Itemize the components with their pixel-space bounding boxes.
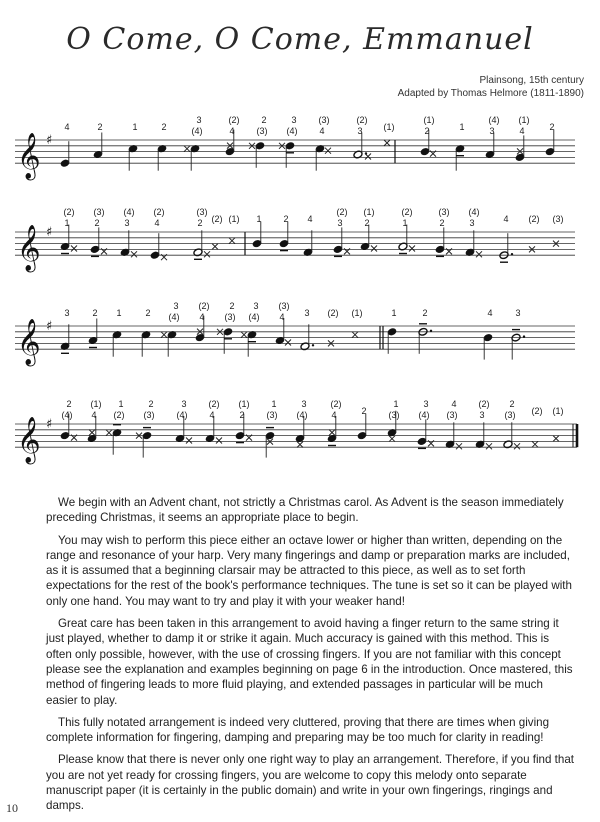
fingering-label: (4) <box>176 410 188 420</box>
fingering-label: 4 <box>451 399 457 409</box>
note <box>357 406 367 440</box>
fingering-label: (3) <box>278 301 290 311</box>
damp-x-icon <box>241 332 247 338</box>
fingering-label: (2) <box>113 410 125 420</box>
fingering-label: (2) <box>198 301 210 311</box>
source-credit: Plainsong, 15th century <box>479 75 584 86</box>
note <box>553 214 564 247</box>
note <box>60 308 70 353</box>
fingering-label: (2) <box>153 207 165 217</box>
fingering-label: 3 <box>515 308 521 318</box>
fingering-label: (3) <box>224 312 236 322</box>
paragraph: Please know that there is never only one right way to play an arrangement. Therefore, if you find that you are not yet ready for crossing fingers, you are welcome to copy this melody onto separate manuscript paper (it is certainly in the public domain) and write in your own fingerings, ringings and damps. <box>46 753 575 813</box>
fingering-label: (2) <box>211 214 223 224</box>
fingering-label: (1) <box>351 308 363 318</box>
fingering-label: (4) <box>488 115 500 125</box>
note <box>529 214 540 252</box>
fingering-label: (4) <box>418 410 430 420</box>
staff-1 <box>0 100 600 190</box>
note <box>303 214 313 257</box>
note <box>353 115 371 160</box>
fingering-label: (1) <box>518 115 530 125</box>
fingering-label: (4) <box>123 207 135 217</box>
treble-clef-icon: 𝄞 <box>17 417 41 464</box>
fingering-label: 1 <box>64 218 70 228</box>
damp-x-icon <box>285 340 291 346</box>
paragraph: We begin with an Advent chant, not strictly a Christmas carol. As Advent is the season immediately preceding Christmas, it seems an appropriate place to begin. <box>46 496 564 525</box>
note <box>327 399 342 446</box>
fingering-label: (4) <box>468 207 480 217</box>
fingering-label: 4 <box>503 214 509 224</box>
treble-clef-icon: 𝄞 <box>17 225 41 272</box>
note <box>150 207 167 260</box>
fingering-label: (2) <box>401 207 413 217</box>
damp-x-icon <box>161 332 167 338</box>
damp-x-icon <box>389 436 395 442</box>
fingering-label: 2 <box>66 399 72 409</box>
credits <box>398 74 584 100</box>
fingering-label: 2 <box>92 308 98 318</box>
fingering-label: 4 <box>229 126 235 136</box>
fingering-label: (3) <box>504 410 516 420</box>
fingering-label: 2 <box>161 122 167 132</box>
fingering-label: 2 <box>509 399 515 409</box>
fingering-label: 3 <box>479 410 485 420</box>
fingering-label: (4) <box>191 126 203 136</box>
fingering-label: 2 <box>261 115 267 125</box>
note <box>235 399 252 443</box>
fingering-label: (3) <box>266 410 278 420</box>
body-text <box>46 495 576 821</box>
fingering-label: 2 <box>283 214 289 224</box>
fingering-label: 3 <box>337 218 343 228</box>
fingering-label: (3) <box>438 207 450 217</box>
note <box>418 308 432 354</box>
damp-x-icon <box>89 430 95 436</box>
note <box>136 399 155 458</box>
damp-x-icon <box>186 438 192 444</box>
fingering-label: (1) <box>228 214 240 224</box>
fingering-label: (2) <box>327 308 339 318</box>
fingering-label: 1 <box>459 122 465 132</box>
damp-x-icon <box>184 146 190 152</box>
staff-2 <box>0 192 600 282</box>
fingering-label: 3 <box>469 218 475 228</box>
note <box>300 308 314 351</box>
note <box>249 115 268 168</box>
fingering-label: 3 <box>423 399 429 409</box>
fingering-label: 4 <box>519 126 525 136</box>
fingering-label: 1 <box>116 308 122 318</box>
damp-x-icon <box>325 148 331 154</box>
fingering-label: 3 <box>291 115 297 125</box>
note <box>252 214 262 248</box>
damp-x-icon <box>131 251 137 257</box>
fingering-label: 3 <box>304 308 310 318</box>
fingering-label: 2 <box>364 218 370 228</box>
damp-x-icon <box>212 244 218 250</box>
fingering-label: 3 <box>124 218 130 228</box>
fingering-label: 3 <box>357 126 363 136</box>
fingering-label: (2) <box>531 406 543 416</box>
fingering-label: (1) <box>238 399 250 409</box>
note <box>205 399 222 444</box>
note <box>384 122 395 146</box>
paragraph: Great care has been taken in this arrangement to avoid having a finger return to the same string it just played, whether to damp it or strike it again. Much accuracy is gained with this method. This is often only possible, however, with the use of crossing fingers. If you are not familiar with this concept please see the explanation and examples beginning on page 6 in the introduction. Once mastered, this method of fingering leads to more fluid playing, and extended passages in particular will be much easier to play. <box>46 617 573 707</box>
fingering-label: 4 <box>319 126 325 136</box>
paragraph: This fully notated arrangement is indeed very cluttered, proving that there are times when giving complete information for fingering, damping and preparing may be too much for clarity in reading! <box>46 715 550 745</box>
damp-x-icon <box>532 441 538 447</box>
note <box>229 214 240 244</box>
note <box>217 301 236 354</box>
fingering-label: 2 <box>549 122 555 132</box>
fingering-label: (1) <box>423 115 435 125</box>
note <box>106 399 125 455</box>
arranger-credit: Adapted by Thomas Helmore (1811-1890) <box>397 88 584 99</box>
fingering-label: (4) <box>286 126 298 136</box>
note <box>511 308 525 360</box>
damp-x-icon <box>371 246 377 252</box>
fingering-label: 3 <box>64 308 70 318</box>
note <box>161 301 180 357</box>
fingering-label: (2) <box>528 214 540 224</box>
fingering-label: 4 <box>279 312 285 322</box>
fingering-label: 4 <box>64 122 70 132</box>
fingering-label: (3) <box>143 410 155 420</box>
fingering-label: 2 <box>424 126 430 136</box>
fingering-label: 3 <box>301 399 307 409</box>
fingering-label: 2 <box>197 218 203 228</box>
note <box>545 122 555 156</box>
note <box>515 115 530 162</box>
fingering-label: 4 <box>209 410 215 420</box>
fingering-label: 2 <box>145 308 151 318</box>
fingering-label: (4) <box>168 312 180 322</box>
staff-3 <box>0 286 600 376</box>
fingering-label: (3) <box>552 214 564 224</box>
damp-x-icon <box>329 430 335 436</box>
fingering-label: (4) <box>61 410 73 420</box>
note <box>241 301 260 357</box>
page-number: 10 <box>6 801 18 815</box>
note <box>60 399 77 441</box>
note <box>93 122 103 159</box>
damp-x-icon <box>409 246 415 252</box>
fingering-label: 1 <box>271 399 277 409</box>
fingering-label: 1 <box>256 214 262 224</box>
fingering-label: (1) <box>363 207 375 217</box>
fingering-label: 4 <box>91 410 97 420</box>
sharp-icon: ♯ <box>46 417 53 432</box>
note <box>420 115 436 157</box>
note <box>195 301 210 342</box>
fingering-label: 1 <box>118 399 124 409</box>
note <box>184 115 203 171</box>
note <box>328 308 339 346</box>
fingering-label: 3 <box>181 399 187 409</box>
damp-x-icon <box>297 442 303 448</box>
sharp-icon: ♯ <box>46 319 53 334</box>
note <box>398 207 415 254</box>
note <box>295 399 308 448</box>
fingering-label: (3) <box>256 126 268 136</box>
fingering-label: (2) <box>330 399 342 409</box>
fingering-label: (3) <box>388 410 400 420</box>
note <box>485 115 500 159</box>
damp-x-icon <box>514 443 520 449</box>
fingering-label: 3 <box>196 115 202 125</box>
fingering-label: 1 <box>393 399 399 409</box>
note <box>279 115 298 168</box>
fingering-label: (2) <box>478 399 490 409</box>
damp-x-icon <box>216 438 222 444</box>
fingering-label: 2 <box>361 406 367 416</box>
fingering-label: 4 <box>199 312 205 322</box>
fingering-label: (3) <box>93 207 105 217</box>
damp-x-icon <box>486 443 492 449</box>
treble-clef-icon: 𝄞 <box>17 319 41 366</box>
fingering-label: 2 <box>94 218 100 228</box>
fingering-label: 3 <box>253 301 259 311</box>
damp-x-icon <box>553 436 559 442</box>
note <box>175 399 192 444</box>
fingering-label: (1) <box>552 406 564 416</box>
note <box>193 207 210 259</box>
fingering-label: (1) <box>383 122 395 132</box>
fingering-label: 1 <box>132 122 138 132</box>
fingering-label: 2 <box>439 218 445 228</box>
fingering-label: (2) <box>228 115 240 125</box>
fingering-label: (3) <box>196 207 208 217</box>
note <box>87 399 102 443</box>
fingering-label: 1 <box>391 308 397 318</box>
fingering-label: 3 <box>489 126 495 136</box>
sharp-icon: ♯ <box>46 133 53 148</box>
fingering-label: 2 <box>97 122 103 132</box>
dot <box>430 330 432 332</box>
damp-x-icon <box>384 140 390 146</box>
page-title: O Come, O Come, Emmanuel <box>66 22 534 57</box>
fingering-label: (1) <box>90 399 102 409</box>
damp-x-icon <box>456 443 462 449</box>
fingering-label: (2) <box>208 399 220 409</box>
fingering-label: (4) <box>248 312 260 322</box>
damp-x-icon <box>476 251 482 257</box>
note <box>360 207 377 252</box>
note <box>352 308 363 338</box>
note <box>483 308 493 360</box>
sharp-icon: ♯ <box>46 225 53 240</box>
fingering-label: 4 <box>331 410 337 420</box>
fingering-label: 3 <box>173 301 179 311</box>
fingering-label: (4) <box>296 410 308 420</box>
fingering-label: 2 <box>148 399 154 409</box>
note <box>315 115 331 171</box>
staff-4 <box>0 384 600 474</box>
fingering-label: 1 <box>402 218 408 228</box>
damp-x-icon <box>204 251 210 257</box>
damp-x-icon <box>352 332 358 338</box>
note <box>225 115 240 156</box>
fingering-label: 4 <box>487 308 493 318</box>
fingering-label: (2) <box>356 115 368 125</box>
dot <box>511 253 513 255</box>
dot <box>523 335 525 337</box>
note <box>60 207 77 254</box>
fingering-label: 2 <box>422 308 428 318</box>
fingering-label: 2 <box>239 410 245 420</box>
note <box>275 301 291 346</box>
fingering-label: (3) <box>318 115 330 125</box>
fingering-label: 2 <box>229 301 235 311</box>
damp-x-icon <box>71 246 77 252</box>
treble-clef-icon: 𝄞 <box>17 133 41 180</box>
note <box>265 399 278 458</box>
fingering-label: 4 <box>307 214 313 224</box>
dot <box>312 344 314 346</box>
damp-x-icon <box>106 430 112 436</box>
damp-x-icon <box>365 154 371 160</box>
fingering-label: (3) <box>446 410 458 420</box>
fingering-label: 4 <box>154 218 160 228</box>
paragraph: You may wish to perform this piece either an octave lower or higher than written, depending on the range and resonance of your harp. Very many fingerings and damp or preparation marks are included, as it is assumed that a beginning clarsair may be attracted to this piece, as well as to set forth expectations for the rest of the book's performance techniques. The tune is set so it can be played with only one hand. You may want to try and play it with your weaker hand! <box>46 533 572 608</box>
note <box>88 308 98 348</box>
note <box>387 308 397 354</box>
fingering-label: (2) <box>336 207 348 217</box>
damp-x-icon <box>229 238 235 244</box>
fingering-label: (2) <box>63 207 75 217</box>
note <box>60 122 70 168</box>
